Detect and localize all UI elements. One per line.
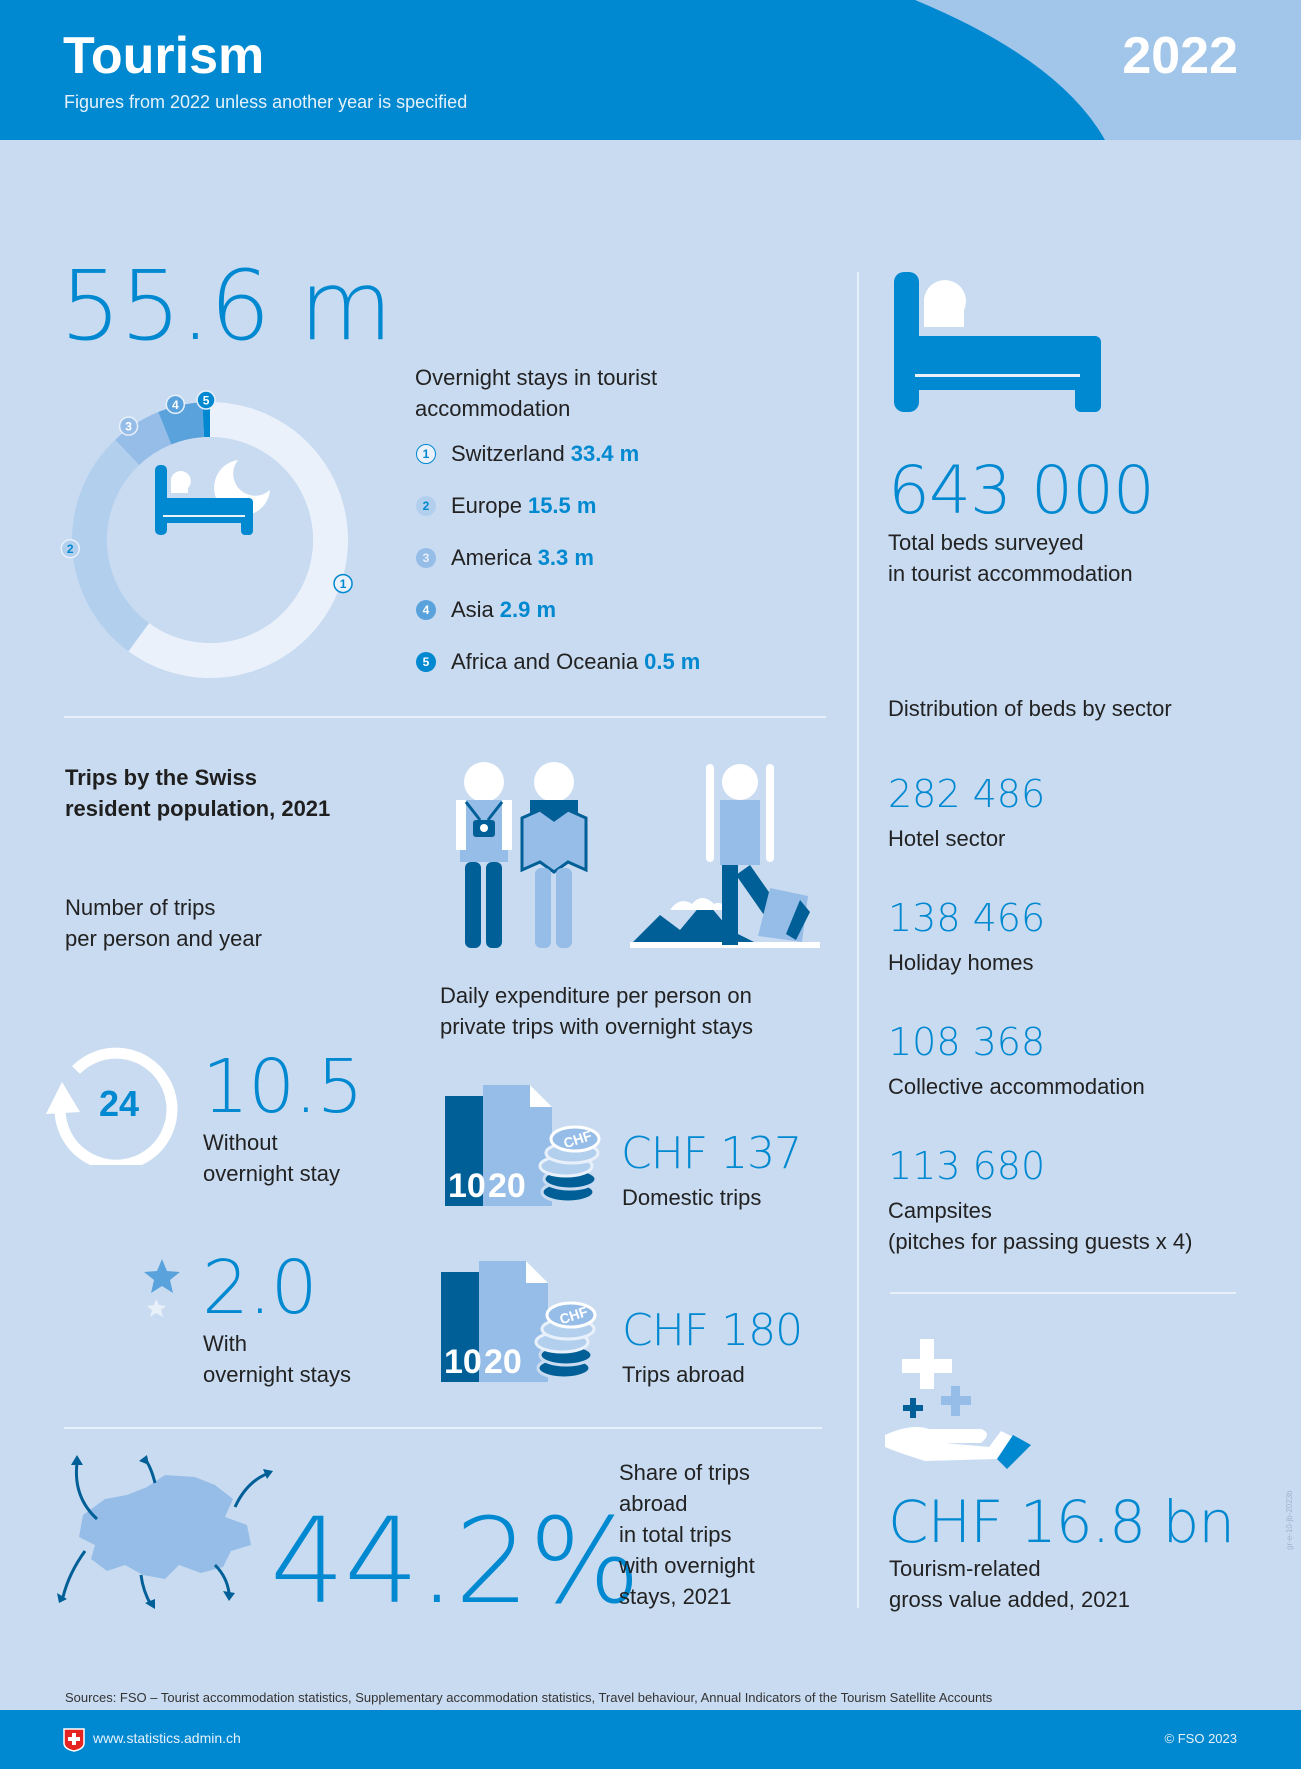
abroad-label: Trips abroad xyxy=(622,1362,745,1387)
legend-num: 1 xyxy=(416,444,436,464)
label-line: with overnight xyxy=(619,1553,755,1578)
label-line: Number of trips xyxy=(65,895,216,920)
swiss-flag-icon xyxy=(63,1728,85,1752)
sector-label: Collective accommodation xyxy=(888,1074,1145,1099)
gva-value: CHF 16.8 bn xyxy=(888,1488,1235,1556)
header-banner xyxy=(0,0,1301,140)
overnight-label: Overnight stays in tourist accommodation xyxy=(415,365,658,421)
clock-label: 24 xyxy=(98,1083,140,1124)
divider xyxy=(890,1292,1236,1294)
overnight-donut-chart xyxy=(55,380,365,690)
abroad-value: CHF 180 xyxy=(622,1305,803,1356)
label-line: in tourist accommodation xyxy=(888,561,1133,586)
trips-heading xyxy=(65,762,330,824)
page-subtitle: Figures from 2022 unless another year is specified xyxy=(64,92,468,112)
trips-heading-line: Trips by the Swiss xyxy=(65,765,257,790)
legend-name: America xyxy=(451,545,532,570)
24-hours-icon xyxy=(46,1040,186,1165)
sector-label: Hotel sector xyxy=(888,826,1006,851)
sector-label: Holiday homes xyxy=(888,950,1034,975)
legend-item xyxy=(416,545,594,571)
donut-marker-label: 5 xyxy=(202,393,210,408)
expenditure-label xyxy=(440,980,753,1042)
legend-name: Africa and Oceania xyxy=(451,649,639,674)
money-icon xyxy=(436,1256,601,1386)
label-line: gross value added, 2021 xyxy=(889,1587,1130,1612)
legend-value: 2.9 m xyxy=(499,597,557,622)
legend-num: 2 xyxy=(416,496,436,516)
trips-without-label xyxy=(203,1127,340,1189)
share-label xyxy=(619,1457,755,1612)
label-line: abroad xyxy=(619,1491,688,1516)
label-line: private trips with overnight stays xyxy=(440,1014,754,1039)
domestic-value: CHF 137 xyxy=(621,1128,802,1179)
moon-icon xyxy=(62,1255,182,1385)
legend-item xyxy=(416,493,596,519)
money-icon xyxy=(440,1080,605,1210)
donut-marker-label: 4 xyxy=(171,397,179,412)
distribution-title: Distribution of beds by sector xyxy=(888,696,1172,721)
legend-value: 3.3 m xyxy=(537,545,594,570)
label-line: per person and year xyxy=(65,926,262,951)
beds-total: 643 000 xyxy=(888,452,1154,529)
legend-value: 0.5 m xyxy=(644,649,701,674)
note-10: 10 xyxy=(444,1343,482,1381)
divider xyxy=(64,1427,822,1429)
sector-value: 138 466 xyxy=(888,896,1046,940)
label-line: in total trips xyxy=(619,1522,732,1547)
label-line: stays, 2021 xyxy=(619,1584,732,1609)
bed-icon xyxy=(890,270,1105,415)
switzerland-map-icon xyxy=(55,1455,275,1610)
label-line: Total beds surveyed xyxy=(888,530,1084,555)
copyright: © FSO 2023 xyxy=(1164,1731,1237,1746)
gva-label xyxy=(889,1553,1130,1615)
label-line: overnight stay xyxy=(203,1161,340,1186)
donut-marker-label: 2 xyxy=(66,542,74,557)
sector-value: 113 680 xyxy=(888,1144,1046,1188)
legend-value: 33.4 m xyxy=(570,441,640,466)
hand-care-icon xyxy=(885,1335,1035,1470)
vertical-divider xyxy=(857,272,859,1608)
sector-label: Campsites xyxy=(888,1198,992,1223)
legend-num: 4 xyxy=(416,600,436,620)
donut-marker-label: 3 xyxy=(125,419,132,434)
legend-name: Europe xyxy=(451,493,522,518)
website-link[interactable]: www.statistics.admin.ch xyxy=(93,1730,241,1746)
document-code: gr-e-10-jb-2023b xyxy=(1285,1490,1294,1550)
legend-name: Switzerland xyxy=(451,441,565,466)
trips-with-label xyxy=(203,1328,351,1390)
domestic-label: Domestic trips xyxy=(622,1185,762,1210)
label-line: Daily expenditure per person on xyxy=(440,983,752,1008)
year-label: 2022 xyxy=(1122,27,1238,85)
trips-without-value: 10.5 xyxy=(202,1044,363,1130)
sector-value: 282 486 xyxy=(888,772,1046,816)
donut-marker-label: 1 xyxy=(339,577,347,592)
trips-heading-line: resident population, 2021 xyxy=(65,796,331,821)
label-line: Share of trips xyxy=(619,1460,750,1485)
beds-total-label xyxy=(888,527,1133,589)
label-line: Without xyxy=(203,1130,278,1155)
note-20: 20 xyxy=(488,1167,526,1205)
sector-label-note: (pitches for passing guests x 4) xyxy=(888,1229,1193,1254)
label-line: overnight stays xyxy=(203,1362,351,1387)
legend-num: 3 xyxy=(416,548,436,568)
note-10: 10 xyxy=(448,1167,486,1205)
overnight-total: 55.6 m xyxy=(60,250,392,362)
legend-name: Asia xyxy=(451,597,494,622)
legend-item xyxy=(416,441,639,467)
tourists-icon xyxy=(450,760,600,950)
divider xyxy=(64,716,826,718)
label-line: Tourism-related xyxy=(889,1556,1041,1581)
page-title: Tourism xyxy=(63,27,265,85)
coin-label: CHF xyxy=(557,1303,590,1328)
legend-item xyxy=(416,649,700,675)
trips-with-value: 2.0 xyxy=(202,1245,317,1331)
legend-value: 15.5 m xyxy=(527,493,597,518)
legend-num: 5 xyxy=(416,652,436,672)
trips-per-person-label xyxy=(65,892,262,954)
coin-label: CHF xyxy=(561,1127,594,1152)
sector-value: 108 368 xyxy=(888,1020,1046,1064)
legend-item xyxy=(416,597,556,623)
sources-text: Sources: FSO – Tourist accommodation statistics, Supplementary accommodation statistics, Travel behaviour, Annual Indicators of the Tourism Satellite Accounts xyxy=(65,1690,993,1705)
hiker-icon xyxy=(630,760,820,950)
note-20: 20 xyxy=(484,1343,522,1381)
donut-hole xyxy=(107,437,313,643)
label-line: With xyxy=(203,1331,247,1356)
share-value: 44.2% xyxy=(270,1492,640,1630)
